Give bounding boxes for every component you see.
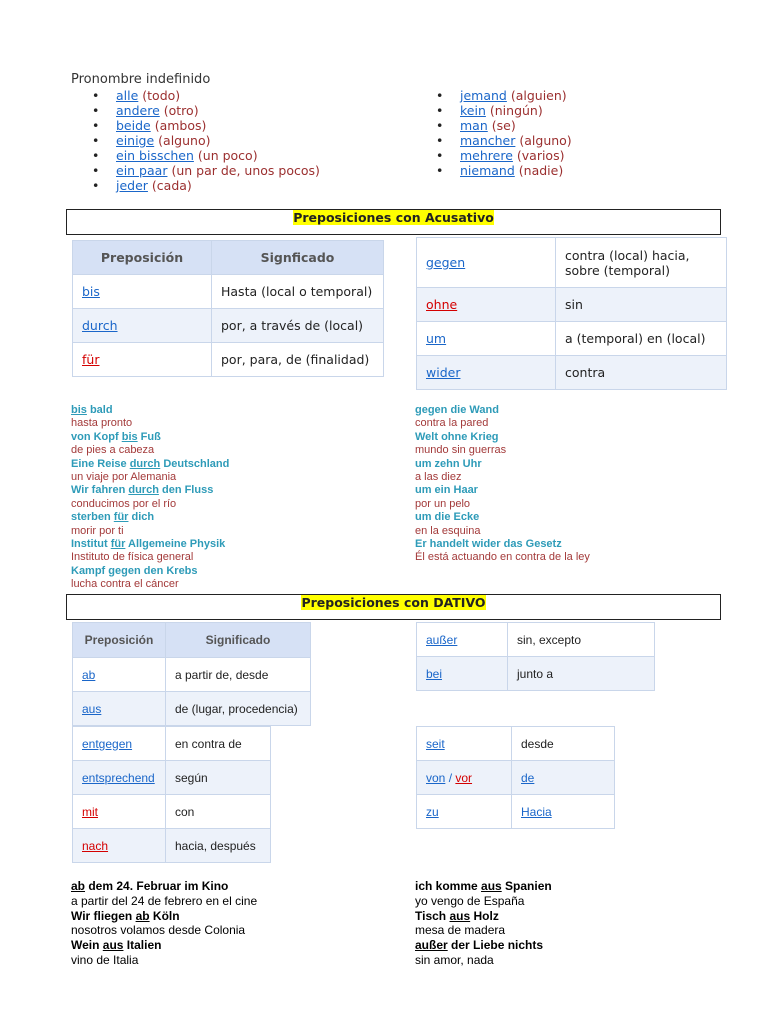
prep-cell bbox=[417, 657, 508, 691]
meaning-cell: junto a bbox=[508, 657, 655, 691]
prep-underline: für bbox=[110, 538, 126, 551]
indef-title: Pronombre indefinido bbox=[71, 72, 211, 87]
dat-examples-right bbox=[415, 879, 552, 968]
prep-cell bbox=[417, 322, 556, 356]
dat-banner bbox=[66, 594, 721, 620]
table-row bbox=[73, 692, 311, 726]
dat-table-4 bbox=[416, 726, 615, 829]
separator: / bbox=[445, 770, 456, 785]
prep-underline: ab bbox=[135, 908, 150, 923]
meaning-cell: por, para, de (finalidad) bbox=[212, 343, 384, 377]
prep-underline: außer bbox=[415, 938, 448, 953]
meaning-cell: contra (local) hacia, sobre (temporal) bbox=[556, 238, 727, 288]
prep-cell bbox=[417, 288, 556, 322]
word-link[interactable]: alle bbox=[116, 88, 139, 103]
example-text: dem 24. Februar im Kino bbox=[85, 879, 229, 893]
dat-table-1 bbox=[72, 622, 311, 726]
example-text: Tisch bbox=[415, 908, 450, 923]
prep-cell bbox=[73, 309, 212, 343]
example-es: sin amor, nada bbox=[415, 952, 494, 967]
table-row bbox=[417, 288, 727, 322]
example-es: contra la pared bbox=[415, 417, 489, 430]
table-row bbox=[73, 795, 271, 829]
prep-link[interactable]: zu bbox=[426, 804, 439, 819]
header-meaning: Signficado bbox=[212, 241, 384, 275]
example-text: der Liebe nichts bbox=[447, 938, 544, 953]
translation: (se) bbox=[491, 118, 516, 133]
example-es: lucha contra el cáncer bbox=[71, 578, 179, 591]
prep-link[interactable]: bei bbox=[426, 666, 443, 681]
prep-underline: bis bbox=[71, 404, 87, 416]
example-es: un viaje por Alemania bbox=[71, 471, 177, 484]
prep-underline: aus bbox=[102, 938, 124, 953]
example-text: Holz bbox=[470, 908, 499, 923]
example-de: gegen die Wand bbox=[415, 404, 499, 416]
example-es: Instituto de física general bbox=[71, 551, 194, 564]
list-item bbox=[90, 178, 320, 193]
example-es: mesa de madera bbox=[415, 923, 506, 938]
prep-underline: aus bbox=[481, 879, 502, 893]
example-es: mundo sin guerras bbox=[415, 444, 507, 457]
meaning-cell bbox=[512, 761, 615, 795]
example-es: nosotros volamos desde Colonia bbox=[71, 923, 246, 938]
list-item bbox=[434, 133, 572, 148]
prep-cell bbox=[417, 761, 512, 795]
word-link[interactable]: niemand bbox=[460, 163, 515, 178]
table-row bbox=[417, 356, 727, 390]
example-de: Eine Reise durch Deutschland bbox=[71, 457, 230, 470]
word-link[interactable]: kein bbox=[460, 103, 486, 118]
acc-examples-left bbox=[71, 404, 229, 592]
meaning-cell: por, a través de (local) bbox=[212, 309, 384, 343]
example-es: conducimos por el río bbox=[71, 497, 177, 510]
example-de: Kampf gegen den Krebs bbox=[71, 564, 198, 577]
example-de: um die Ecke bbox=[415, 511, 480, 524]
header-prep: Preposición bbox=[73, 623, 166, 658]
list-item bbox=[90, 163, 320, 178]
example-de: Institut für Allgemeine Physik bbox=[71, 538, 226, 551]
list-item bbox=[434, 118, 572, 133]
prep-link[interactable]: nach bbox=[82, 838, 109, 853]
acc-banner-title: Preposiciones con Acusativo bbox=[293, 210, 494, 225]
word-link[interactable]: man bbox=[460, 118, 488, 133]
example-text: Wir fliegen bbox=[71, 908, 136, 923]
table-row bbox=[73, 309, 384, 343]
prep-link[interactable]: von bbox=[426, 770, 446, 785]
prep-link[interactable]: durch bbox=[82, 318, 118, 333]
translation: (ningún) bbox=[489, 103, 543, 118]
prep-underline: für bbox=[113, 511, 129, 524]
prep-link[interactable]: ab bbox=[82, 667, 96, 682]
table-row bbox=[73, 727, 271, 761]
table-row bbox=[417, 322, 727, 356]
translation: (todo) bbox=[142, 88, 181, 103]
acc-table-left bbox=[72, 240, 384, 377]
prep-cell bbox=[417, 356, 556, 390]
table-row bbox=[417, 761, 615, 795]
example-de bbox=[71, 909, 257, 924]
word-link[interactable]: jeder bbox=[116, 178, 148, 193]
translation: (ambos) bbox=[154, 118, 207, 133]
acc-examples-right bbox=[415, 404, 590, 565]
prep-underline: durch bbox=[129, 457, 161, 470]
meaning-cell: sin bbox=[556, 288, 727, 322]
table-row bbox=[73, 658, 311, 692]
meaning-cell: hacia, después bbox=[166, 829, 271, 863]
list-item bbox=[90, 148, 320, 163]
translation: (alguno) bbox=[158, 133, 211, 148]
prep-underline: aus bbox=[449, 908, 471, 923]
list-item bbox=[90, 103, 320, 118]
example-de: um ein Haar bbox=[415, 484, 478, 497]
list-item bbox=[434, 88, 572, 103]
prep-link[interactable]: außer bbox=[426, 632, 458, 647]
example-es: por un pelo bbox=[415, 497, 471, 510]
prep-link[interactable]: vor bbox=[455, 770, 473, 785]
word-link[interactable]: mancher bbox=[460, 133, 516, 148]
example-de: bis bald bbox=[71, 404, 113, 416]
example-de bbox=[415, 879, 552, 894]
list-item bbox=[90, 133, 320, 148]
table-row bbox=[73, 343, 384, 377]
translation: (un par de, unos pocos) bbox=[171, 163, 320, 178]
example-text: Köln bbox=[149, 908, 180, 923]
table-row bbox=[417, 795, 615, 829]
meaning-cell: a (temporal) en (local) bbox=[556, 322, 727, 356]
table-row bbox=[73, 275, 384, 309]
prep-link[interactable]: mit bbox=[82, 804, 98, 819]
table-row bbox=[417, 623, 655, 657]
prep-link[interactable]: ohne bbox=[426, 297, 458, 312]
dat-table-3 bbox=[72, 726, 271, 863]
prep-link[interactable]: aus bbox=[82, 701, 102, 716]
table-row bbox=[73, 829, 271, 863]
prep-link[interactable]: für bbox=[82, 352, 100, 367]
prep-cell bbox=[73, 795, 166, 829]
example-es: vino de Italia bbox=[71, 952, 139, 967]
example-es: a partir del 24 de febrero en el cine bbox=[71, 893, 258, 908]
example-text: ich komme bbox=[415, 879, 482, 893]
table-row bbox=[417, 727, 615, 761]
dat-banner-title: Preposiciones con DATIVO bbox=[301, 595, 486, 610]
meaning-cell: contra bbox=[556, 356, 727, 390]
translation: (otro) bbox=[163, 103, 199, 118]
table-row bbox=[73, 761, 271, 795]
prep-cell bbox=[73, 761, 166, 795]
list-item bbox=[434, 163, 572, 178]
meaning-cell: según bbox=[166, 761, 271, 795]
prep-cell bbox=[73, 343, 212, 377]
prep-link[interactable]: gegen bbox=[426, 255, 466, 270]
prep-cell bbox=[73, 727, 166, 761]
prep-cell bbox=[73, 829, 166, 863]
translation: (cada) bbox=[151, 178, 192, 193]
example-text: Spanien bbox=[501, 879, 552, 893]
word-link[interactable]: ein bisschen bbox=[116, 148, 194, 163]
example-text: Italien bbox=[123, 938, 162, 953]
list-item bbox=[90, 88, 320, 103]
prep-cell bbox=[417, 795, 512, 829]
example-de: Wir fahren durch den Fluss bbox=[71, 484, 214, 497]
meaning-cell: Hasta (local o temporal) bbox=[212, 275, 384, 309]
acc-table-right bbox=[416, 237, 727, 390]
prep-link[interactable]: entgegen bbox=[82, 736, 133, 751]
word-link[interactable]: andere bbox=[116, 103, 160, 118]
example-de: sterben für dich bbox=[71, 511, 155, 524]
prep-cell bbox=[417, 623, 508, 657]
acc-banner bbox=[66, 209, 721, 235]
prep-cell bbox=[73, 692, 166, 726]
list-item bbox=[90, 118, 320, 133]
prep-link[interactable]: entsprechend bbox=[82, 770, 155, 785]
meaning-link[interactable]: Hacia bbox=[521, 804, 552, 819]
prep-cell bbox=[417, 238, 556, 288]
word-link[interactable]: ein paar bbox=[116, 163, 168, 178]
prep-cell bbox=[417, 727, 512, 761]
prep-cell bbox=[73, 658, 166, 692]
example-de: Welt ohne Krieg bbox=[415, 430, 499, 443]
example-es: Él está actuando en contra de la ley bbox=[415, 551, 590, 564]
meaning-cell: desde bbox=[512, 727, 615, 761]
example-de: Er handelt wider das Gesetz bbox=[415, 538, 562, 551]
example-es: de pies a cabeza bbox=[71, 444, 155, 457]
translation: (un poco) bbox=[197, 148, 258, 163]
example-de bbox=[71, 879, 257, 894]
indef-list-right bbox=[434, 88, 572, 178]
translation: (alguno) bbox=[519, 133, 572, 148]
prep-link[interactable]: bis bbox=[82, 284, 100, 299]
word-link[interactable]: mehrere bbox=[460, 148, 513, 163]
meaning-cell: en contra de bbox=[166, 727, 271, 761]
meaning-link[interactable]: de bbox=[521, 770, 535, 785]
meaning-cell: sin, excepto bbox=[508, 623, 655, 657]
example-es: a las diez bbox=[415, 471, 462, 484]
dat-table-2 bbox=[416, 622, 655, 691]
header-prep: Preposición bbox=[73, 241, 212, 275]
prep-link[interactable]: seit bbox=[426, 736, 445, 751]
meaning-cell bbox=[512, 795, 615, 829]
prep-link[interactable]: um bbox=[426, 331, 447, 346]
translation: (varios) bbox=[516, 148, 565, 163]
translation: (alguien) bbox=[510, 88, 567, 103]
example-es: yo vengo de España bbox=[415, 893, 525, 908]
example-de: von Kopf bis Fuß bbox=[71, 430, 161, 443]
indef-list-left bbox=[90, 88, 320, 193]
example-de bbox=[71, 938, 257, 953]
list-item bbox=[434, 103, 572, 118]
table-row bbox=[417, 238, 727, 288]
word-link[interactable]: beide bbox=[116, 118, 151, 133]
example-es: morir por ti bbox=[71, 524, 124, 537]
prep-cell bbox=[73, 275, 212, 309]
example-de: um zehn Uhr bbox=[415, 457, 482, 470]
prep-underline: bis bbox=[121, 430, 138, 443]
header-meaning: Significado bbox=[166, 623, 311, 658]
prep-link[interactable]: wider bbox=[426, 365, 461, 380]
example-text: Wein bbox=[71, 938, 103, 953]
word-link[interactable]: einige bbox=[116, 133, 155, 148]
prep-underline: durch bbox=[128, 484, 159, 497]
meaning-cell: a partir de, desde bbox=[166, 658, 311, 692]
example-es: en la esquina bbox=[415, 524, 481, 537]
example-de bbox=[415, 909, 552, 924]
meaning-cell: de (lugar, procedencia) bbox=[166, 692, 311, 726]
list-item bbox=[434, 148, 572, 163]
dat-examples-left bbox=[71, 879, 257, 968]
example-es: hasta pronto bbox=[71, 417, 133, 430]
example-de bbox=[415, 938, 552, 953]
translation: (nadie) bbox=[518, 163, 564, 178]
table-row bbox=[417, 657, 655, 691]
meaning-cell: con bbox=[166, 795, 271, 829]
word-link[interactable]: jemand bbox=[460, 88, 507, 103]
prep-underline: ab bbox=[71, 879, 86, 893]
